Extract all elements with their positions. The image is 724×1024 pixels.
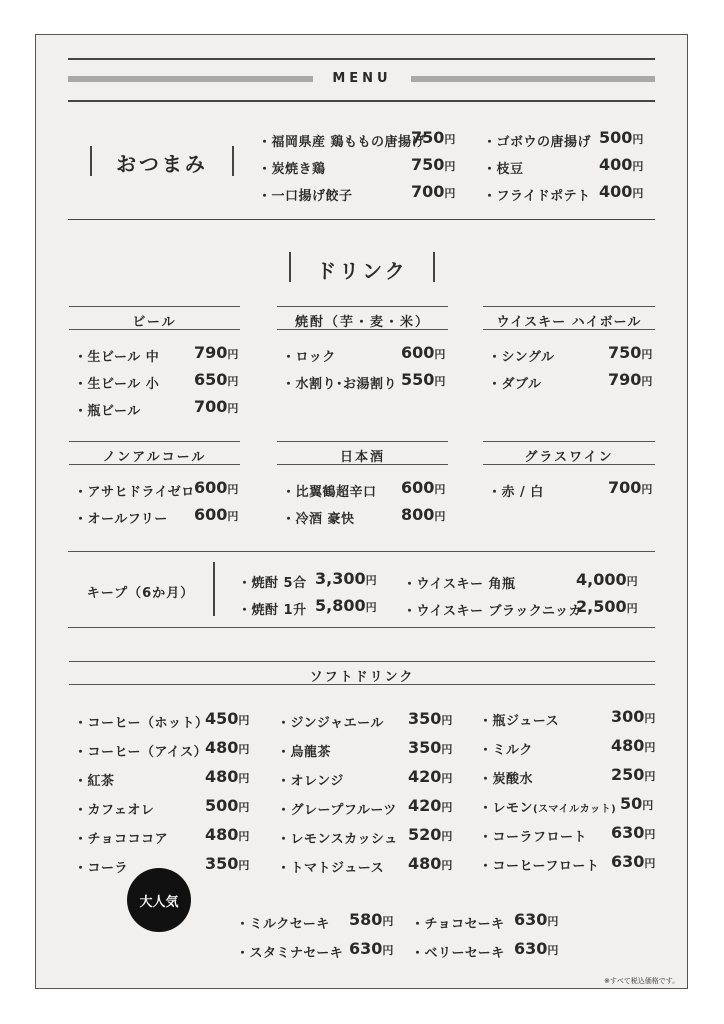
header-gray-bar-right — [411, 76, 655, 82]
soft-item-name: ・紅茶 — [74, 774, 115, 789]
beer-item-price: 700円 — [194, 397, 239, 416]
soft-item-name: ・コーラ — [74, 861, 129, 876]
soft-item-price: 500円 — [205, 796, 250, 815]
soft-item-price: 50円 — [620, 794, 654, 813]
beer-rule-bottom — [69, 329, 240, 330]
wine-rule-bottom — [483, 464, 655, 465]
popular-item-price: 630円 — [349, 939, 394, 958]
otsumami-title: おつまみ — [116, 152, 208, 176]
whisky-rule-bottom — [483, 329, 655, 330]
popular-item-price: 580円 — [349, 910, 394, 929]
nonalcohol-rule-bottom — [69, 464, 240, 465]
shochu-title: 焼酎（芋・麦・米） — [294, 315, 430, 330]
sake-item-price: 800円 — [401, 505, 446, 524]
keep-title: キープ（6か月） — [86, 586, 195, 601]
whisky-item-price: 750円 — [608, 343, 653, 362]
soft-rule-top — [69, 661, 655, 662]
soft-item-price: 300円 — [611, 707, 656, 726]
soft-item-price: 480円 — [611, 736, 656, 755]
keep-item-name: ・ウイスキー 角瓶 — [403, 577, 516, 592]
otsumami-item-price: 500円 — [599, 128, 644, 147]
soft-item-price: 350円 — [408, 709, 453, 728]
shochu-item-price: 550円 — [401, 370, 446, 389]
soft-item-price: 450円 — [205, 709, 250, 728]
soft-item-price: 480円 — [205, 767, 250, 786]
soft-item-price: 630円 — [611, 823, 656, 842]
soft-item-name: ・オレンジ — [277, 774, 344, 789]
drink-title: ドリンク — [316, 259, 408, 283]
popular-item-price: 630円 — [514, 939, 559, 958]
keep-item-price: 3,300円 — [315, 569, 377, 588]
drink-bar-right — [433, 252, 435, 282]
nonalcohol-item-name: ・アサヒドライゼロ — [74, 485, 195, 500]
soft-item-name: ・チョコココア — [74, 832, 169, 847]
wine-rule-top — [483, 441, 655, 442]
section-divider — [68, 219, 655, 220]
soft-item-name: ・ミルク — [479, 743, 533, 758]
soft-item-price: 480円 — [408, 854, 453, 873]
nonalcohol-item-price: 600円 — [194, 478, 239, 497]
otsumami-item-name: ・一口揚げ餃子 — [258, 189, 353, 204]
soft-item-price: 480円 — [205, 825, 250, 844]
keep-item-price: 5,800円 — [315, 596, 377, 615]
keep-divider — [213, 562, 215, 616]
otsumami-item-name: ・ゴボウの唐揚げ — [483, 135, 592, 150]
menu-title: MENU — [332, 71, 392, 86]
whisky-rule-top — [483, 306, 655, 307]
header-rule-bottom — [68, 100, 655, 102]
shochu-item-name: ・水割り･お湯割り — [282, 377, 398, 392]
nonalcohol-rule-top — [69, 441, 240, 442]
popular-item-name: ・スタミナセーキ — [236, 946, 344, 961]
soft-item-name: ・ジンジャエール — [277, 716, 384, 731]
beer-item-price: 790円 — [194, 343, 239, 362]
soft-item-name: ・コーヒー（アイス） — [74, 745, 208, 760]
soft-item-name: ・コーヒー（ホット） — [74, 716, 209, 731]
soft-item-name: ・レモン(スマイルカット) — [479, 801, 617, 816]
beer-item-name: ・生ビール 中 — [74, 350, 160, 365]
soft-item-price: 480円 — [205, 738, 250, 757]
whisky-item-name: ・シングル — [488, 350, 555, 365]
keep-rule-bottom — [68, 627, 655, 628]
soft-item-name: ・グレープフルーツ — [277, 803, 397, 818]
soft-item-name: ・炭酸水 — [479, 772, 534, 787]
soft-item-name: ・コーラフロート — [479, 830, 588, 845]
beer-item-name: ・生ビール 小 — [74, 377, 160, 392]
popular-item-price: 630円 — [514, 910, 559, 929]
keep-item-price: 2,500円 — [576, 597, 638, 616]
soft-item-name: ・瓶ジュース — [479, 714, 560, 729]
keep-item-name: ・焼酎 5合 — [238, 576, 307, 591]
otsumami-item-price: 400円 — [599, 155, 644, 174]
whisky-item-price: 790円 — [608, 370, 653, 389]
soft-item-price: 250円 — [611, 765, 656, 784]
soft-item-price: 630円 — [611, 852, 656, 871]
keep-item-name: ・焼酎 1升 — [238, 603, 307, 618]
soft-rule-bottom — [69, 684, 655, 685]
popular-item-name: ・チョコセーキ — [411, 917, 505, 932]
shochu-item-name: ・ロック — [282, 350, 336, 365]
otsumami-item-price: 400円 — [599, 182, 644, 201]
beer-item-name: ・瓶ビール — [74, 404, 141, 419]
soft-item-price: 520円 — [408, 825, 453, 844]
keep-item-name: ・ウイスキー ブラックニッカ — [403, 604, 582, 619]
beer-item-price: 650円 — [194, 370, 239, 389]
soft-item-name: ・トマトジュース — [277, 861, 385, 876]
shochu-item-price: 600円 — [401, 343, 446, 362]
soft-item-name: ・カフェオレ — [74, 803, 155, 818]
nonalcohol-item-name: ・オールフリー — [74, 512, 168, 527]
soft-title: ソフトドリンク — [309, 670, 415, 685]
popular-item-name: ・ベリーセーキ — [411, 946, 505, 961]
otsumami-item-name: ・枝豆 — [483, 162, 524, 177]
soft-item-price: 350円 — [205, 854, 250, 873]
popular-item-name: ・ミルクセーキ — [236, 917, 330, 932]
wine-item-name: ・赤 / 白 — [488, 485, 544, 500]
soft-item-price: 420円 — [408, 767, 453, 786]
soft-item-name: ・コーヒーフロート — [479, 859, 600, 874]
sake-rule-top — [277, 441, 448, 442]
wine-item-price: 700円 — [608, 478, 653, 497]
header-gray-bar-left — [68, 76, 313, 82]
otsumami-item-name: ・フライドポテト — [483, 189, 591, 204]
otsumami-item-name: ・福岡県産 鶏ももの唐揚げ — [258, 135, 426, 150]
soft-item-name: ・烏龍茶 — [277, 745, 332, 760]
soft-item-price: 350円 — [408, 738, 453, 757]
soft-item-price: 420円 — [408, 796, 453, 815]
otsumami-item-price: 750円 — [411, 155, 456, 174]
whisky-title: ウイスキー ハイボール — [496, 315, 642, 330]
sake-item-name: ・比翼鶴超辛口 — [282, 485, 377, 500]
keep-item-price: 4,000円 — [576, 570, 638, 589]
header-rule-top — [68, 58, 655, 60]
sake-title: 日本酒 — [339, 450, 385, 465]
beer-title: ビール — [132, 315, 177, 330]
nonalcohol-title: ノンアルコール — [102, 450, 207, 465]
shochu-rule-top — [277, 306, 448, 307]
popular-badge: 大人気 — [127, 868, 191, 932]
tax-note: ※すべて税込価格です。 — [604, 977, 680, 985]
soft-item-note: (スマイルカット) — [533, 804, 617, 815]
sake-rule-bottom — [277, 464, 448, 465]
shochu-rule-bottom — [277, 329, 448, 330]
otsumami-item-price: 750円 — [411, 128, 456, 147]
sake-item-name: ・冷酒 豪快 — [282, 512, 355, 527]
otsumami-item-price: 700円 — [411, 182, 456, 201]
wine-title: グラスワイン — [524, 450, 614, 465]
sake-item-price: 600円 — [401, 478, 446, 497]
keep-rule-top — [68, 551, 655, 552]
nonalcohol-item-price: 600円 — [194, 505, 239, 524]
otsumami-bar-right — [232, 146, 234, 176]
beer-rule-top — [69, 306, 240, 307]
soft-item-name: ・レモンスカッシュ — [277, 832, 398, 847]
whisky-item-name: ・ダブル — [488, 377, 542, 392]
otsumami-item-name: ・炭焼き鶏 — [258, 162, 326, 177]
